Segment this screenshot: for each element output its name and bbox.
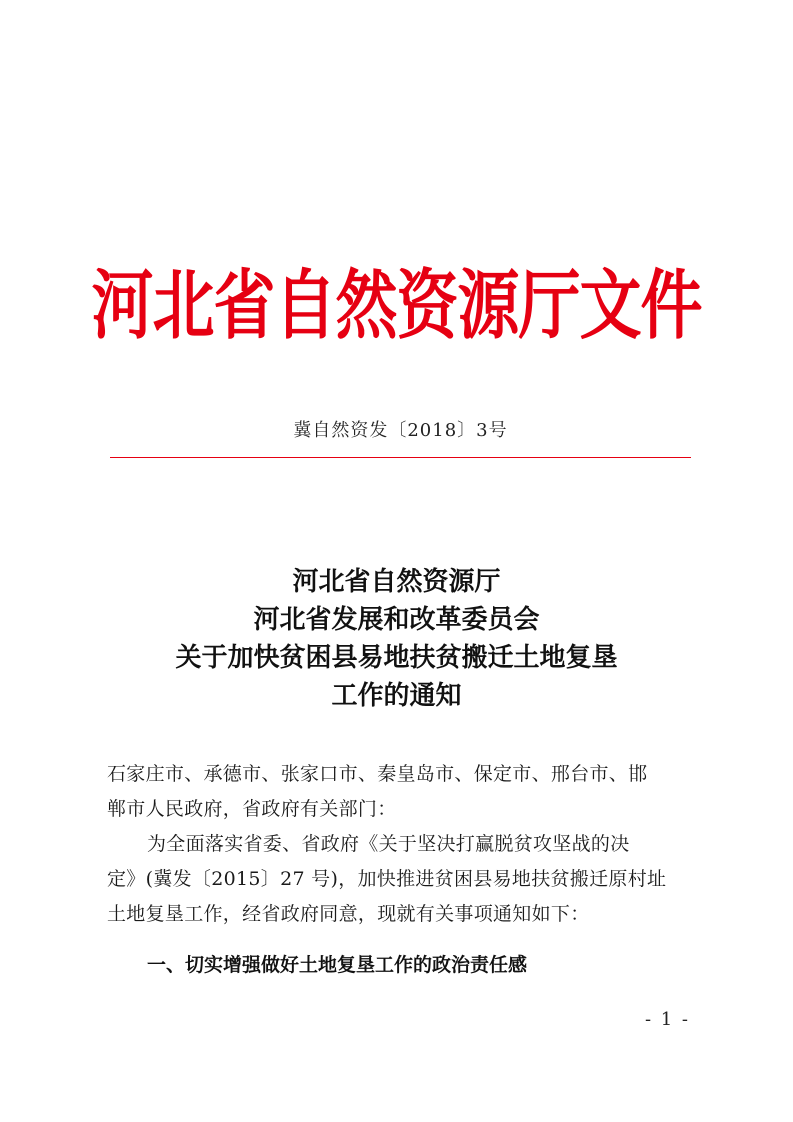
addressee-line-2: 郸市人民政府，省政府有关部门： — [107, 798, 397, 820]
document-number: 冀自然资发〔2018〕3号 — [293, 420, 508, 441]
page-number: - 1 - — [644, 1009, 690, 1030]
title-line-2: 河北省发展和改革委员会 — [253, 605, 540, 635]
document-masthead: 河北省自然资源厅文件 — [91, 260, 702, 350]
intro-line-3: 土地复垦工作，经省政府同意，现就有关事项通知如下： — [107, 903, 590, 925]
document-body — [107, 757, 693, 932]
title-line-3: 关于加快贫困县易地扶贫搬迁土地复垦 — [175, 643, 618, 673]
title-line-4: 工作的通知 — [331, 681, 462, 711]
intro-line-2: 定》(冀发〔2015〕27 号)，加快推进贫困县易地扶贫搬迁原村址 — [107, 868, 667, 890]
red-separator-line — [110, 457, 691, 458]
title-line-1: 河北省自然资源厅 — [292, 567, 501, 597]
section-heading-one: 一、切实增强做好土地复垦工作的政治责任感 — [147, 954, 528, 976]
addressee-line-1: 石家庄市、承德市、张家口市、秦皇岛市、保定市、邢台市、邯 — [107, 763, 648, 785]
intro-line-1: 为全面落实省委、省政府《关于坚决打赢脱贫攻坚战的决 — [147, 833, 630, 855]
document-title — [100, 563, 693, 715]
